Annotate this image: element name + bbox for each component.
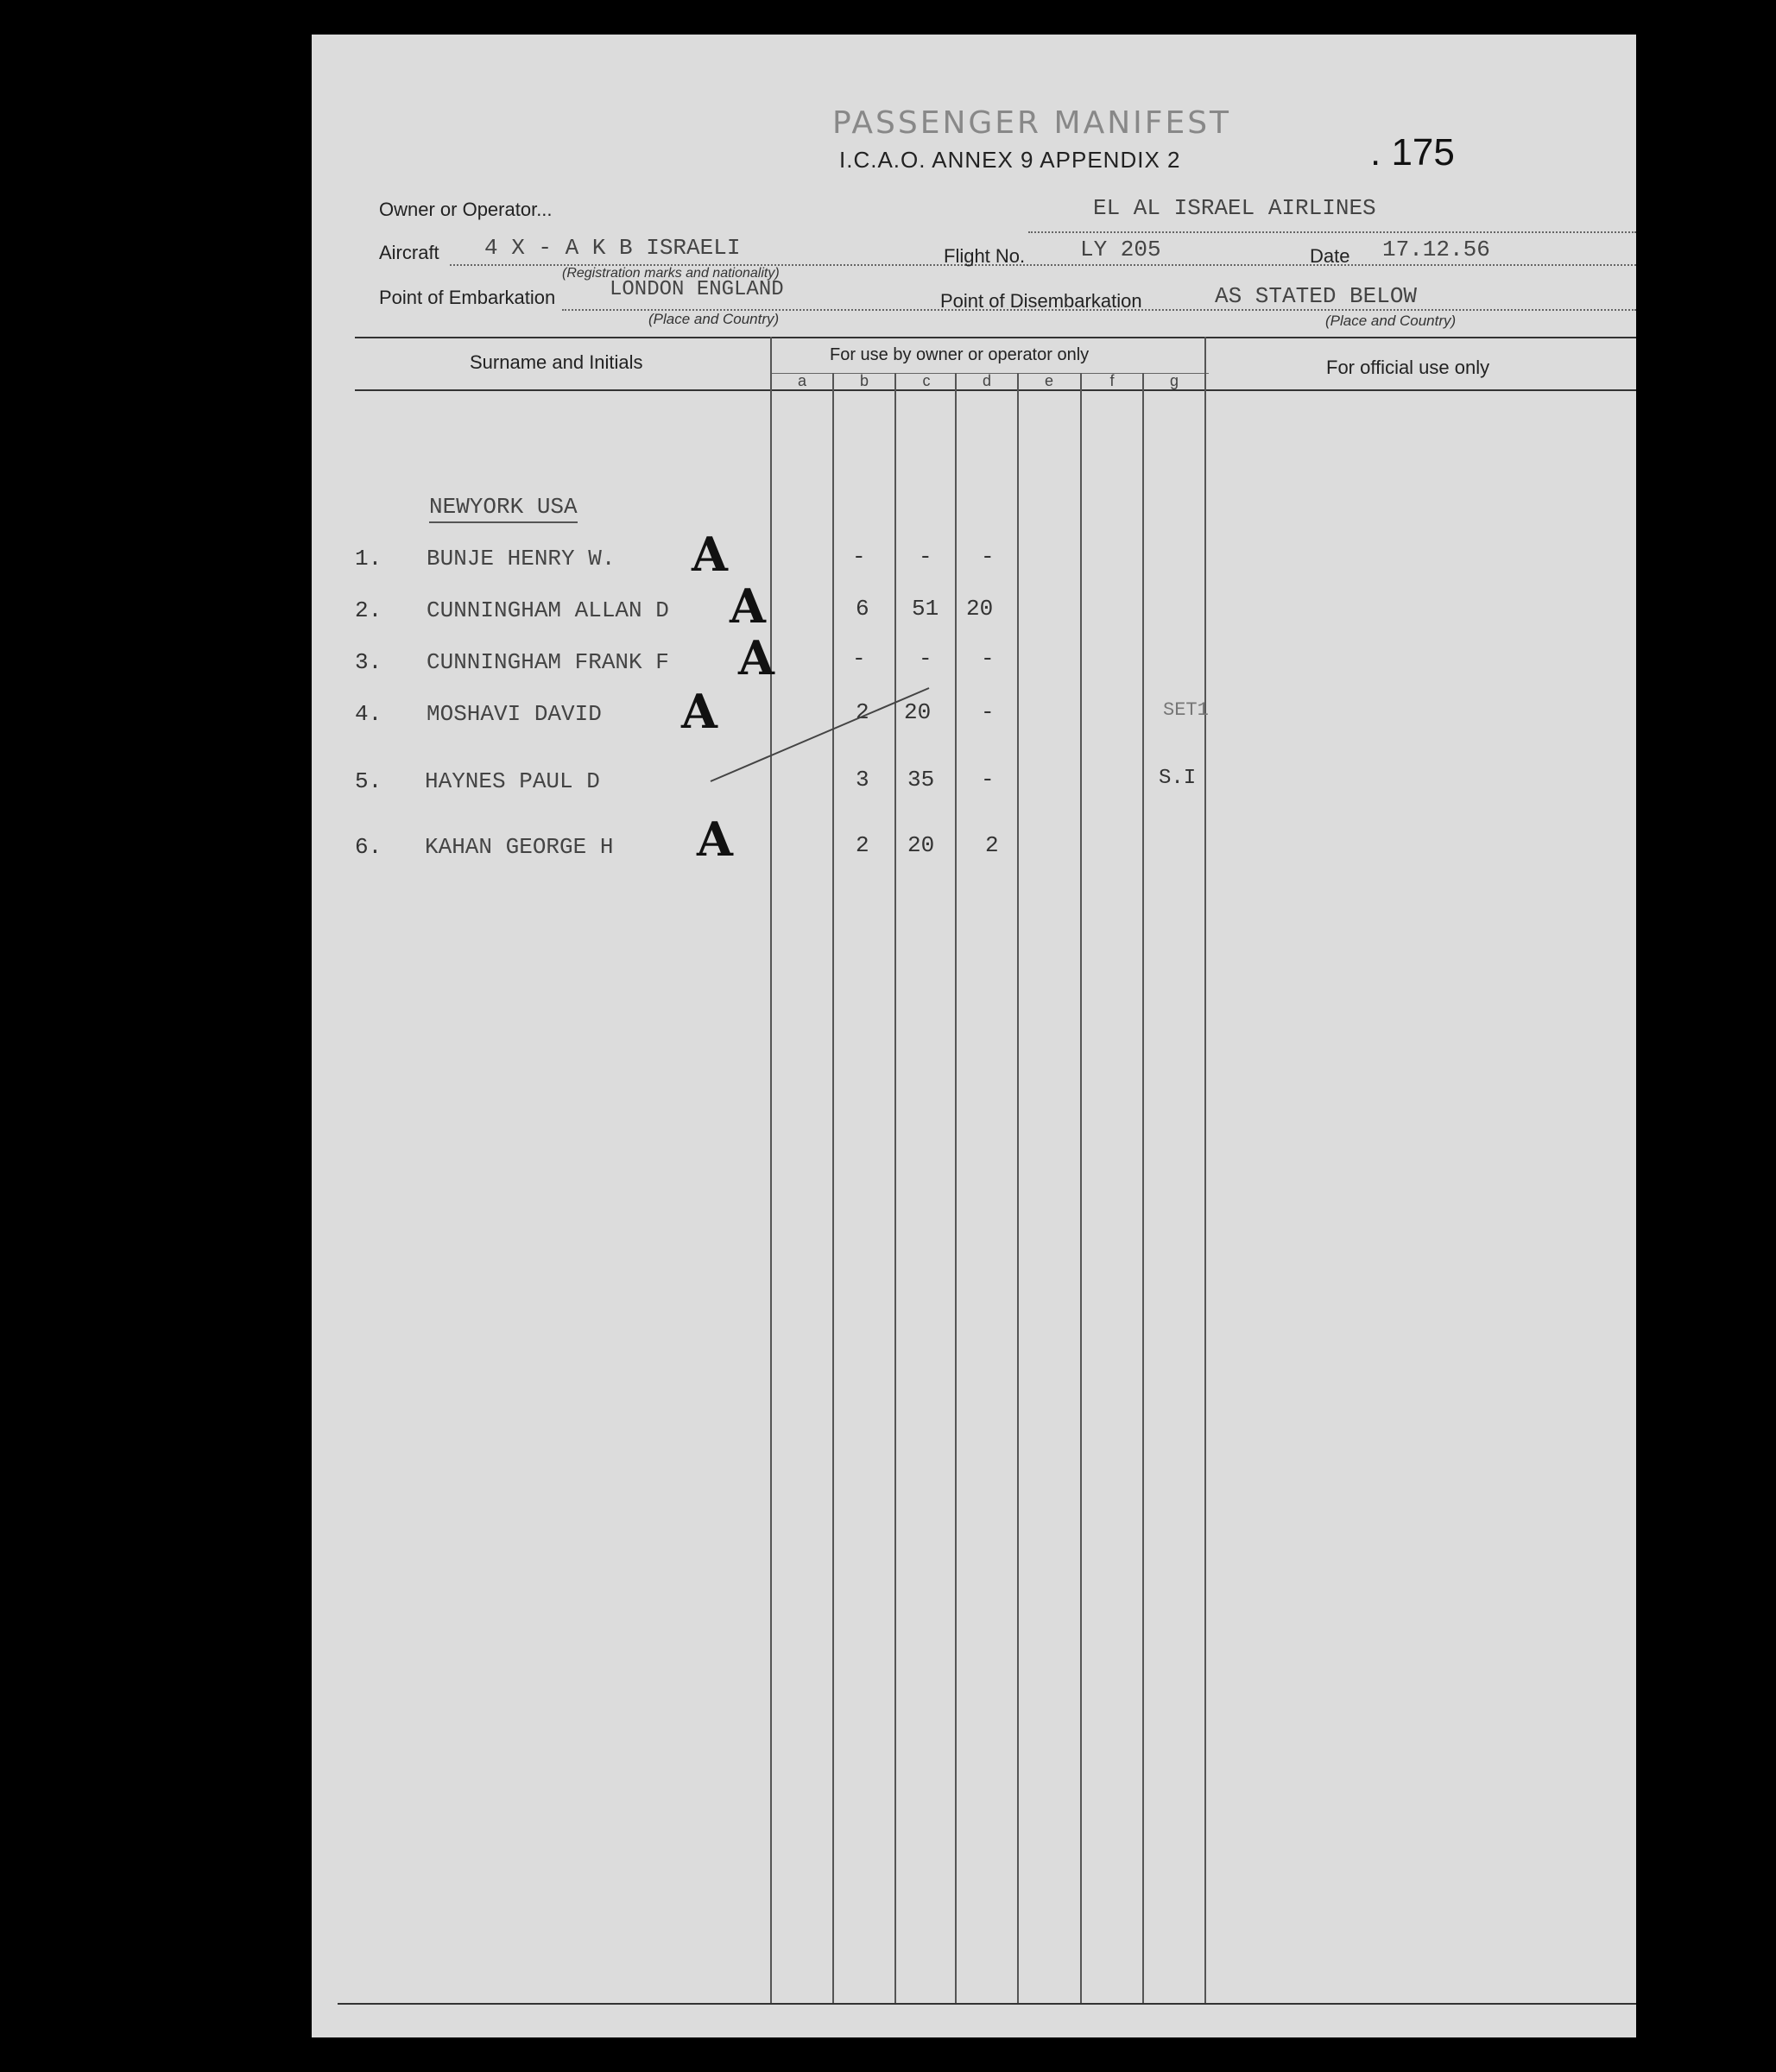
passenger-name: CUNNINGHAM FRANK F [427, 649, 669, 675]
passenger-name: KAHAN GEORGE H [425, 834, 614, 860]
col-official-header: For official use only [1326, 357, 1490, 378]
cell-b: - [852, 544, 866, 570]
subcol-g: g [1169, 372, 1179, 389]
column-rule [1017, 373, 1019, 2003]
cell-d: 20 [966, 596, 994, 622]
aircraft-label: Aircraft [379, 242, 439, 263]
date-label: Date [1310, 245, 1350, 267]
manifest-page [312, 35, 1636, 2037]
subcol-d: d [982, 372, 991, 389]
row-number: 6. [355, 834, 382, 860]
owner-label: Owner or Operator... [379, 199, 553, 220]
table-bottom-rule [338, 2003, 1636, 2005]
cell-d: - [981, 767, 995, 793]
handwritten-mark: A [738, 630, 774, 685]
handwritten-mark: A [681, 684, 717, 739]
column-rule [1142, 373, 1144, 2003]
column-rule [770, 337, 772, 2003]
cell-b: 2 [856, 699, 869, 725]
cell-g: SET1 [1163, 699, 1209, 721]
pencil-stroke [700, 639, 959, 794]
cell-d: - [981, 646, 995, 672]
passenger-name: MOSHAVI DAVID [427, 701, 602, 727]
cell-c: 35 [907, 767, 935, 793]
passenger-name: HAYNES PAUL D [425, 768, 600, 794]
subcol-b: b [859, 372, 869, 389]
column-rule [1080, 373, 1082, 2003]
cell-g: S.I [1159, 767, 1197, 790]
date-value: 17.12.56 [1382, 237, 1490, 262]
cell-d: - [981, 544, 995, 570]
passenger-name: CUNNINGHAM ALLAN D [427, 597, 669, 623]
embark-note: (Place and Country) [648, 311, 780, 327]
row-number: 3. [355, 649, 382, 675]
page-number: . 175 [1370, 131, 1455, 174]
owner-value: EL AL ISRAEL AIRLINES [1093, 195, 1376, 221]
disembark-note: (Place and Country) [1325, 313, 1457, 329]
col-surname-header: Surname and Initials [470, 351, 643, 373]
registration-note: (Registration marks and nationality) [562, 266, 780, 281]
row-number: 1. [355, 546, 382, 572]
cell-c: 20 [904, 699, 932, 725]
flight-value: LY 205 [1080, 237, 1161, 262]
handwritten-mark: A [692, 527, 728, 582]
manifest-subtitle: I.C.A.O. ANNEX 9 APPENDIX 2 [839, 147, 1181, 173]
cell-b: 6 [856, 596, 869, 622]
aircraft-value: 4 X - A K B ISRAELI [484, 235, 741, 261]
row-number: 2. [355, 597, 382, 623]
handwritten-mark: A [697, 812, 733, 867]
row-number: 4. [355, 701, 382, 727]
owner-dotline [1028, 231, 1636, 233]
disembark-label: Point of Disembarkation [940, 290, 1142, 312]
row-number: 5. [355, 768, 382, 794]
column-rule [832, 373, 834, 2003]
cell-b: 3 [856, 767, 869, 793]
table-top-rule [355, 337, 1636, 338]
cell-d: - [981, 699, 995, 725]
cell-b: - [852, 646, 866, 672]
handwritten-mark: A [730, 578, 766, 634]
embark-label: Point of Embarkation [379, 287, 556, 308]
disembark-value: AS STATED BELOW [1215, 283, 1418, 309]
embark-value: LONDON ENGLAND [610, 278, 784, 301]
passenger-name: BUNJE HENRY W. [427, 546, 616, 572]
subcol-e: e [1044, 372, 1053, 389]
subcol-c: c [922, 372, 931, 389]
subcol-a: a [797, 372, 806, 389]
cell-c: 20 [907, 832, 935, 858]
cell-c: 51 [912, 596, 939, 622]
col-operator-header: For use by owner or operator only [830, 345, 1090, 364]
manifest-title: PASSENGER MANIFEST [832, 105, 1232, 141]
cell-b: 2 [856, 832, 869, 858]
cell-c: - [919, 544, 932, 570]
cell-d: 2 [985, 832, 999, 858]
column-rule [955, 373, 957, 2003]
destination-heading: NEWYORK USA [429, 494, 578, 523]
cell-c: - [919, 646, 932, 672]
column-rule [894, 373, 896, 2003]
flight-label: Flight No. [944, 245, 1026, 267]
column-rule [1204, 337, 1206, 2003]
subcol-f: f [1109, 372, 1115, 389]
